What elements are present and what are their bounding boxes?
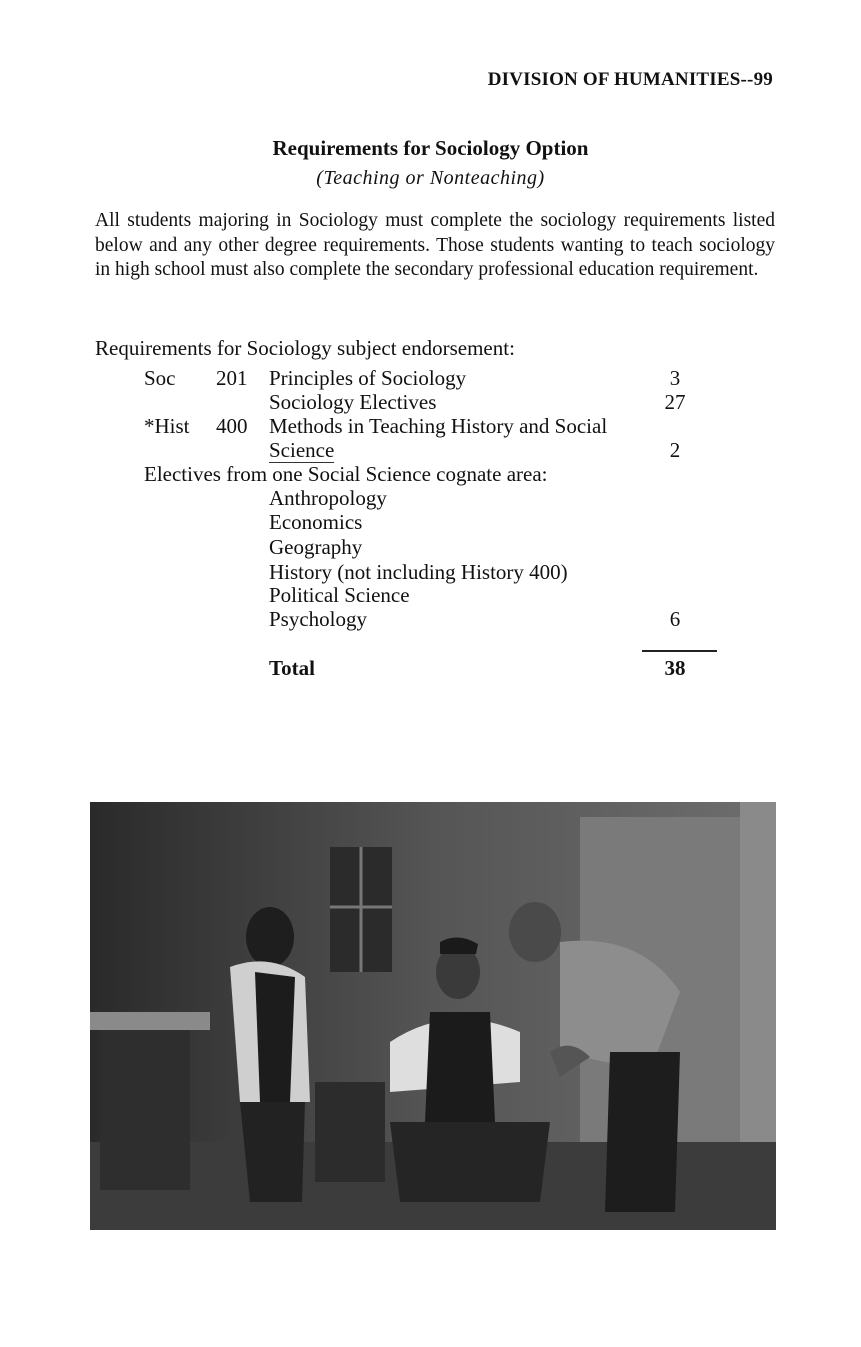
theater-photo-illustration: [90, 802, 776, 1230]
course-number: 400: [216, 414, 248, 438]
cognate-area: Economics: [269, 510, 363, 534]
cognate-area: Political Science: [269, 583, 410, 607]
course-title-continued: [269, 438, 334, 462]
total-credits: 38: [664, 656, 686, 680]
course-dept: Soc: [144, 366, 176, 390]
total-rule: [642, 650, 717, 652]
course-credits: 2: [669, 438, 681, 462]
course-credits: 27: [664, 390, 686, 414]
course-number: 201: [216, 366, 248, 390]
cognate-area: Psychology: [269, 607, 368, 631]
electives-heading: Electives from one Social Science cognate area:: [144, 462, 548, 486]
course-title-cont-text: Science: [269, 438, 335, 462]
section-subtitle: (Teaching or Nonteaching): [316, 167, 545, 189]
theater-photo: [90, 802, 776, 1230]
cognate-area: Anthropology: [269, 486, 387, 510]
cognate-credits: 6: [669, 607, 681, 631]
course-credits: 3: [669, 366, 681, 390]
requirements-heading: Requirements for Sociology subject endorsement:: [95, 336, 515, 360]
cognate-area: Geography: [269, 535, 363, 559]
cognate-area: History (not including History 400): [269, 560, 568, 584]
course-dept: *Hist: [144, 414, 190, 438]
course-title: Principles of Sociology: [269, 366, 467, 390]
course-title: Methods in Teaching History and Social: [269, 414, 608, 438]
section-title: Requirements for Sociology Option: [272, 136, 589, 160]
intro-paragraph: All students majoring in Sociology must complete the sociology requirements listed below and any other degree requirements. Those students wanting to teach sociology in high school must also complete the secondary professional education requirement.: [95, 210, 775, 280]
course-title: Sociology Electives: [269, 390, 437, 414]
running-head: DIVISION OF HUMANITIES--99: [487, 69, 773, 90]
total-label: Total: [269, 656, 315, 680]
